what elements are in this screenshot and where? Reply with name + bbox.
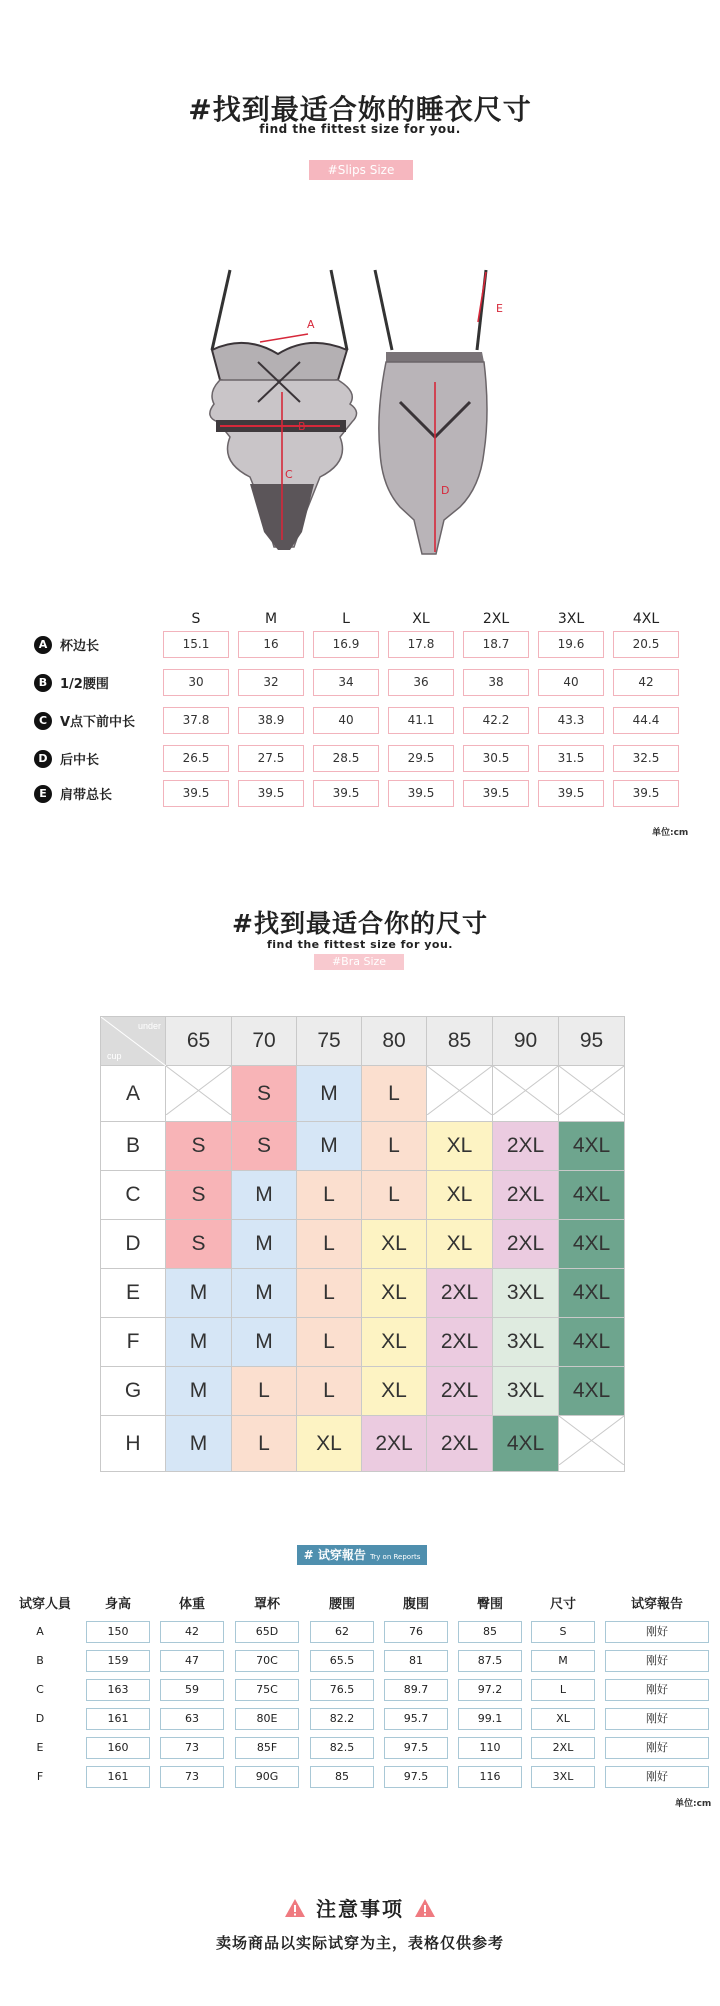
cup-label: G [101, 1367, 166, 1416]
tryon-cell: 刚好 [605, 1679, 709, 1701]
size-cell: XL [297, 1416, 362, 1472]
bra-size-tag: #Bra Size [314, 954, 404, 970]
tryon-cell: 116 [458, 1766, 522, 1788]
tryon-header-hip: 臀围 [476, 1597, 503, 1612]
under-bust-70: 70 [232, 1017, 297, 1066]
tryon-tag [297, 1545, 427, 1565]
size-cell: S [166, 1171, 232, 1220]
slip-cell: 37.8 [163, 707, 229, 734]
illustration-label-c: C [285, 468, 293, 481]
size-cell: 3XL [493, 1269, 559, 1318]
size-cell: L [362, 1122, 427, 1171]
slip-cell: 39.5 [613, 780, 679, 807]
slip-row-d [34, 745, 679, 772]
tryon-cell: 90G [235, 1766, 299, 1788]
warning-icon [284, 1898, 306, 1918]
tryon-cell: 刚好 [605, 1766, 709, 1788]
slip-cell: 42.2 [463, 707, 529, 734]
front-view [210, 270, 357, 550]
size-cell: L [232, 1367, 297, 1416]
tryon-cell: 65.5 [310, 1650, 374, 1672]
tryon-cell: 73 [160, 1766, 224, 1788]
letter-c-icon: C [34, 712, 52, 730]
tryon-cell: 87.5 [458, 1650, 522, 1672]
size-cell: L [297, 1269, 362, 1318]
tryon-cell: 62 [310, 1621, 374, 1643]
tryon-cell: 刚好 [605, 1737, 709, 1759]
slip-cell: 39.5 [238, 780, 304, 807]
size-cell: XL [427, 1122, 493, 1171]
size-cell: 4XL [559, 1269, 625, 1318]
slip-cell: 38.9 [238, 707, 304, 734]
letter-a-icon: A [34, 636, 52, 654]
tryon-cell: 97.5 [384, 1737, 448, 1759]
tryon-cell: XL [531, 1708, 595, 1730]
slip-cell: 19.6 [538, 631, 604, 658]
size-cell: L [297, 1367, 362, 1416]
size-cell: XL [427, 1171, 493, 1220]
tryon-cell: 73 [160, 1737, 224, 1759]
tryon-cell: 47 [160, 1650, 224, 1672]
tryon-cell: 99.1 [458, 1708, 522, 1730]
empty-cell-cross [427, 1066, 493, 1122]
size-cell: 2XL [493, 1220, 559, 1269]
tryon-cell: 97.2 [458, 1679, 522, 1701]
size-cell: 4XL [493, 1416, 559, 1472]
tryon-unit-label: 单位:cm [675, 1799, 712, 1809]
size-cell: M [166, 1318, 232, 1367]
size-cell: XL [362, 1367, 427, 1416]
tryon-person: E [36, 1741, 44, 1754]
size-cell: S [232, 1066, 297, 1122]
illustration-label-b: B [298, 420, 306, 433]
tryon-person: F [36, 1770, 44, 1783]
tryon-cell: 63 [160, 1708, 224, 1730]
back-view [375, 270, 487, 554]
tryon-row-a [0, 1621, 720, 1645]
tryon-cell: M [531, 1650, 595, 1672]
grid-corner [101, 1017, 166, 1066]
bra-row-b [101, 1122, 625, 1171]
bodysuit-illustration [190, 262, 530, 556]
size-cell: M [232, 1171, 297, 1220]
size-cell: 2XL [427, 1318, 493, 1367]
under-bust-95: 95 [559, 1017, 625, 1066]
size-cell: 4XL [559, 1318, 625, 1367]
tryon-header-person: 试穿人員 [18, 1597, 71, 1612]
cup-label: E [101, 1269, 166, 1318]
bra-subtitle: find the fittest size for you. [267, 938, 453, 951]
letter-d-icon: D [34, 750, 52, 768]
tryon-cell: L [531, 1679, 595, 1701]
bra-row-h [101, 1416, 625, 1472]
tryon-header-size: 尺寸 [549, 1597, 576, 1612]
cup-label: H [101, 1416, 166, 1472]
notice-text: 卖场商品以实际试穿为主，表格仅供参考 [215, 1934, 504, 1952]
illustration-label-d: D [441, 484, 450, 497]
slip-cell: 16.9 [313, 631, 379, 658]
tryon-row-f [0, 1766, 720, 1790]
tryon-cell: 80E [235, 1708, 299, 1730]
tryon-cell: 161 [86, 1766, 150, 1788]
letter-b-icon: B [34, 674, 52, 692]
slip-cell: 36 [388, 669, 454, 696]
tryon-cell: 42 [160, 1621, 224, 1643]
slip-size-m: M [264, 611, 278, 627]
size-cell: 4XL [559, 1122, 625, 1171]
tryon-cell: 刚好 [605, 1621, 709, 1643]
slip-cell: 34 [313, 669, 379, 696]
size-cell: 3XL [493, 1367, 559, 1416]
corner-label-cup: cup [107, 1051, 122, 1061]
tryon-cell: 82.2 [310, 1708, 374, 1730]
slip-cell: 16 [238, 631, 304, 658]
warning-icon [414, 1898, 436, 1918]
bra-row-f [101, 1318, 625, 1367]
empty-cell-cross [493, 1066, 559, 1122]
under-bust-65: 65 [166, 1017, 232, 1066]
size-cell: 2XL [427, 1416, 493, 1472]
slip-cell: 29.5 [388, 745, 454, 772]
bra-row-d [101, 1220, 625, 1269]
cup-label: C [101, 1171, 166, 1220]
size-cell: M [297, 1122, 362, 1171]
size-cell: M [232, 1220, 297, 1269]
size-cell: L [297, 1220, 362, 1269]
slip-row-e [34, 780, 679, 807]
slip-cell: 26.5 [163, 745, 229, 772]
slip-cell: 39.5 [163, 780, 229, 807]
size-cell: L [297, 1318, 362, 1367]
slip-size-3xl: 3XL [557, 611, 585, 627]
empty-cell-cross [559, 1066, 625, 1122]
size-cell: M [166, 1416, 232, 1472]
tryon-cell: 65D [235, 1621, 299, 1643]
tryon-header-height: 身高 [104, 1597, 131, 1612]
slip-cell: 15.1 [163, 631, 229, 658]
slip-size-header-row [163, 611, 679, 627]
illustration-label-a: A [307, 318, 315, 331]
size-cell: 4XL [559, 1367, 625, 1416]
slip-row-label: 1/2腰围 [60, 677, 109, 692]
tryon-row-d [0, 1708, 720, 1732]
empty-cell-cross [166, 1066, 232, 1122]
tryon-cell: 82.5 [310, 1737, 374, 1759]
size-cell: 2XL [493, 1122, 559, 1171]
slip-cell: 18.7 [463, 631, 529, 658]
under-bust-85: 85 [427, 1017, 493, 1066]
size-cell: L [232, 1416, 297, 1472]
size-cell: 3XL [493, 1318, 559, 1367]
tryon-cell: 刚好 [605, 1708, 709, 1730]
tryon-person: C [36, 1683, 44, 1696]
tryon-cell: 85F [235, 1737, 299, 1759]
under-bust-90: 90 [493, 1017, 559, 1066]
size-cell: 2XL [362, 1416, 427, 1472]
tryon-row-c [0, 1679, 720, 1703]
slip-row-a [34, 631, 679, 658]
size-cell: L [297, 1171, 362, 1220]
tryon-cell: 159 [86, 1650, 150, 1672]
slip-size-xl: XL [412, 611, 430, 627]
letter-e-icon: E [34, 785, 52, 803]
size-cell: XL [427, 1220, 493, 1269]
slip-row-label: V点下前中长 [60, 715, 136, 730]
tryon-cell: 3XL [531, 1766, 595, 1788]
size-cell: L [362, 1171, 427, 1220]
slip-cell: 27.5 [238, 745, 304, 772]
tryon-cell: 70C [235, 1650, 299, 1672]
tryon-cell: 76.5 [310, 1679, 374, 1701]
size-cell: 4XL [559, 1171, 625, 1220]
tryon-cell: 59 [160, 1679, 224, 1701]
slip-cell: 30 [163, 669, 229, 696]
corner-label-under: under [137, 1021, 161, 1031]
slip-cell: 17.8 [388, 631, 454, 658]
size-cell: S [166, 1220, 232, 1269]
slip-size-4xl: 4XL [632, 611, 660, 627]
tryon-cell: 85 [310, 1766, 374, 1788]
slip-cell: 39.5 [538, 780, 604, 807]
slip-subtitle: find the fittest size for you. [259, 122, 461, 136]
tryon-cell: S [531, 1621, 595, 1643]
tryon-cell: 110 [458, 1737, 522, 1759]
slip-row-b [34, 669, 679, 696]
slip-cell: 32.5 [613, 745, 679, 772]
size-cell: 2XL [427, 1367, 493, 1416]
cup-label: F [101, 1318, 166, 1367]
slip-cell: 43.3 [538, 707, 604, 734]
slip-cell: 40 [313, 707, 379, 734]
bra-row-a [101, 1066, 625, 1122]
slip-cell: 40 [538, 669, 604, 696]
slip-cell: 39.5 [313, 780, 379, 807]
slip-unit-label: 单位:cm [652, 828, 689, 838]
slip-title: #找到最适合妳的睡衣尺寸 [188, 93, 532, 126]
tryon-cell: 97.5 [384, 1766, 448, 1788]
tryon-header-weight: 体重 [178, 1597, 205, 1612]
size-cell: 2XL [427, 1269, 493, 1318]
slip-row-label: 后中长 [60, 753, 100, 768]
bra-row-c [101, 1171, 625, 1220]
size-cell: L [362, 1066, 427, 1122]
slip-cell: 30.5 [463, 745, 529, 772]
size-cell: 4XL [559, 1220, 625, 1269]
notice-title: 注意事项 [316, 1897, 404, 1921]
size-cell: S [232, 1122, 297, 1171]
size-cell: S [166, 1122, 232, 1171]
slip-cell: 31.5 [538, 745, 604, 772]
size-cell: XL [362, 1269, 427, 1318]
tryon-header-cup: 罩杯 [253, 1597, 280, 1612]
size-cell: XL [362, 1318, 427, 1367]
slip-cell: 20.5 [613, 631, 679, 658]
slip-row-c [34, 707, 679, 734]
bra-size-grid [100, 1016, 625, 1472]
slip-size-tag: #Slips Size [309, 160, 413, 180]
slip-cell: 42 [613, 669, 679, 696]
size-cell: XL [362, 1220, 427, 1269]
bra-header-row [101, 1017, 625, 1066]
tryon-cell: 160 [86, 1737, 150, 1759]
slip-cell: 39.5 [388, 780, 454, 807]
tryon-cell: 85 [458, 1621, 522, 1643]
tryon-row-b [0, 1650, 720, 1674]
notice-title-row [0, 1893, 720, 1922]
slip-cell: 44.4 [613, 707, 679, 734]
tryon-tag-main: # 试穿報告 [303, 1548, 366, 1562]
slip-cell: 38 [463, 669, 529, 696]
slip-cell: 32 [238, 669, 304, 696]
tryon-cell: 2XL [531, 1737, 595, 1759]
tryon-person: A [36, 1625, 44, 1638]
tryon-person: B [36, 1654, 44, 1667]
bra-row-g [101, 1367, 625, 1416]
size-cell: M [166, 1269, 232, 1318]
slip-cell: 41.1 [388, 707, 454, 734]
bra-title: #找到最适合你的尺寸 [232, 909, 488, 938]
size-cell: M [166, 1367, 232, 1416]
tryon-cell: 76 [384, 1621, 448, 1643]
tryon-cell: 81 [384, 1650, 448, 1672]
tryon-cell: 89.7 [384, 1679, 448, 1701]
cup-label: D [101, 1220, 166, 1269]
tryon-cell: 161 [86, 1708, 150, 1730]
size-cell: M [297, 1066, 362, 1122]
tryon-cell: 刚好 [605, 1650, 709, 1672]
tryon-cell: 150 [86, 1621, 150, 1643]
under-bust-75: 75 [297, 1017, 362, 1066]
tryon-row-e [0, 1737, 720, 1761]
tryon-person: D [35, 1712, 45, 1725]
cup-label: A [101, 1066, 166, 1122]
tryon-cell: 163 [86, 1679, 150, 1701]
size-cell: M [232, 1318, 297, 1367]
slip-cell: 39.5 [463, 780, 529, 807]
slip-size-s: S [191, 611, 201, 627]
cup-label: B [101, 1122, 166, 1171]
slip-size-2xl: 2XL [482, 611, 510, 627]
tryon-header-report: 试穿報告 [630, 1597, 683, 1612]
under-bust-80: 80 [362, 1017, 427, 1066]
tryon-cell: 75C [235, 1679, 299, 1701]
slip-row-label: 肩带总长 [60, 788, 113, 803]
bra-row-e [101, 1269, 625, 1318]
tryon-tag-small: Try on Reports [370, 1553, 421, 1561]
tryon-header-abdomen: 腹围 [402, 1597, 429, 1612]
size-cell: 2XL [493, 1171, 559, 1220]
empty-cell-cross [559, 1416, 625, 1472]
slip-row-label: 杯边长 [60, 639, 100, 654]
slip-cell: 28.5 [313, 745, 379, 772]
tryon-cell: 95.7 [384, 1708, 448, 1730]
size-cell: M [232, 1269, 297, 1318]
illustration-label-e: E [496, 302, 503, 315]
tryon-header-waist: 腰围 [328, 1597, 355, 1612]
slip-size-l: L [342, 611, 350, 627]
